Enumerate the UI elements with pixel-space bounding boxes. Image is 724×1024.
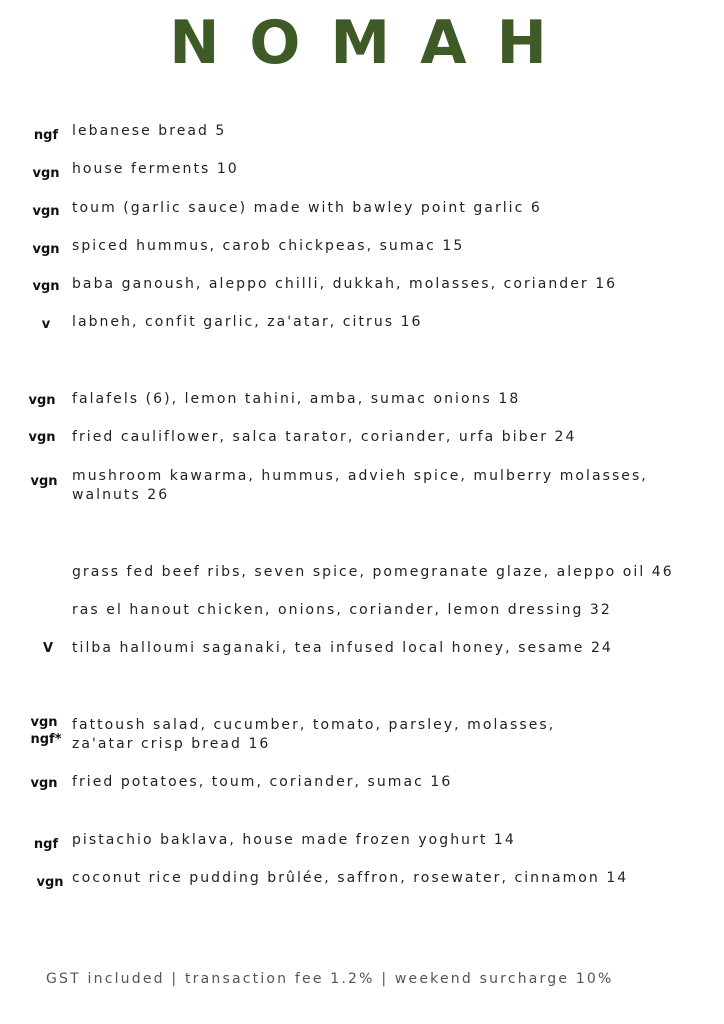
dietary-tag: ngf* [30,732,62,747]
menu-item: coconut rice pudding brûlée, saffron, rosewater, cinnamon 14 [72,870,629,886]
dietary-tag: V [42,641,54,656]
dietary-tag: vgn [30,474,58,489]
dietary-tag: vgn [32,204,60,219]
menu-item: fried cauliflower, salca tarator, coriander, urfa biber 24 [72,429,577,445]
menu-item: toum (garlic sauce) made with bawley point garlic 6 [72,200,542,216]
menu-item-continuation: walnuts 26 [72,487,170,503]
menu-item: pistachio baklava, house made frozen yoghurt 14 [72,832,516,848]
menu-item: ras el hanout chicken, onions, coriander, lemon dressing 32 [72,602,612,618]
menu-item: falafels (6), lemon tahini, amba, sumac onions 18 [72,391,521,407]
dietary-tag: vgn [32,242,60,257]
menu-item: fried potatoes, toum, coriander, sumac 16 [72,774,453,790]
menu-item: mushroom kawarma, hummus, advieh spice, mulberry molasses, [72,468,648,484]
menu-item: fattoush salad, cucumber, tomato, parsley, molasses, [72,717,556,733]
menu-item: spiced hummus, carob chickpeas, sumac 15 [72,238,465,254]
footer-note: GST included | transaction fee 1.2% | weekend surcharge 10% [46,971,614,987]
menu-item: labneh, confit garlic, za'atar, citrus 16 [72,314,423,330]
dietary-tag: vgn [28,393,56,408]
menu-item: lebanese bread 5 [72,123,227,139]
restaurant-title: NOMAH [169,8,577,78]
dietary-tag: ngf [33,128,59,143]
menu-item: baba ganoush, aleppo chilli, dukkah, molasses, coriander 16 [72,276,618,292]
dietary-tag: vgn [36,875,64,890]
menu-item: tilba halloumi saganaki, tea infused local honey, sesame 24 [72,640,613,656]
menu-item: grass fed beef ribs, seven spice, pomegranate glaze, aleppo oil 46 [72,564,674,580]
dietary-tag: vgn [28,430,56,445]
dietary-tag: ngf [33,837,59,852]
dietary-tag: vgn [30,776,58,791]
menu-item: house ferments 10 [72,161,239,177]
dietary-tag: vgn [32,166,60,181]
dietary-tag: v [41,317,51,332]
dietary-tag: vgn [30,715,58,730]
dietary-tag: vgn [32,279,60,294]
menu-item-continuation: za'atar crisp bread 16 [72,736,271,752]
